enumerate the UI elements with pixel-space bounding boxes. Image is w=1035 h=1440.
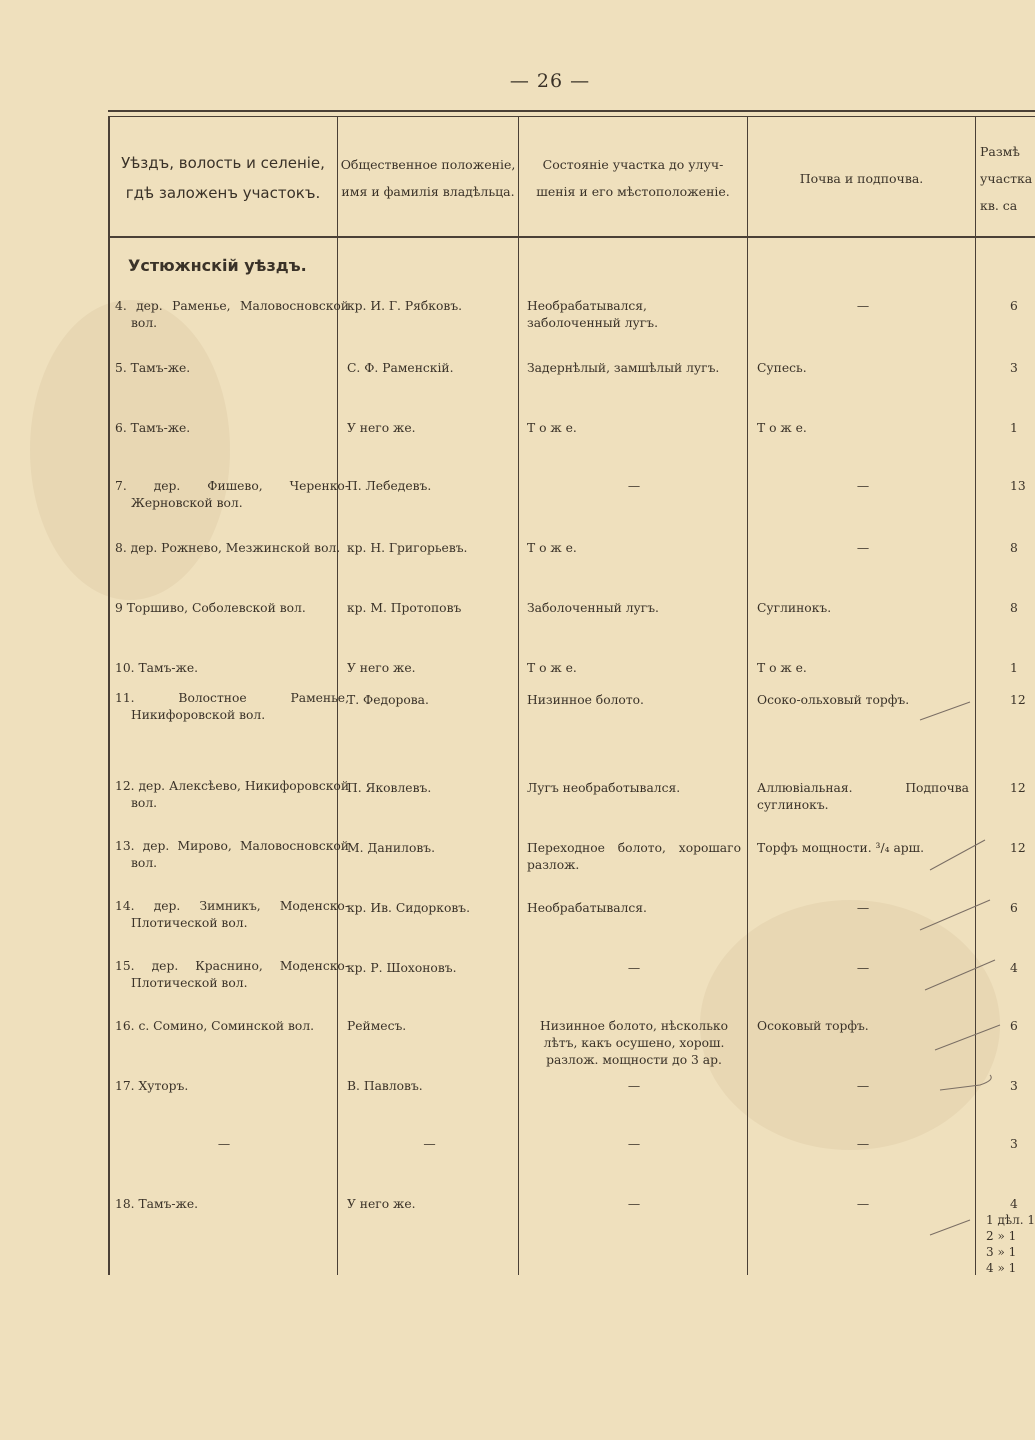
row-size: 13 xyxy=(1010,479,1026,493)
row-soil: — xyxy=(856,901,870,915)
row-owner: В. Павловъ. xyxy=(347,1079,423,1093)
table-top-rule-inner xyxy=(108,116,1035,117)
row-state: — xyxy=(627,1079,641,1093)
row-owner: кр. Н. Григорьевъ. xyxy=(347,541,468,555)
row-soil: — xyxy=(856,1137,870,1151)
row-place: — xyxy=(217,1137,231,1151)
table-top-rule xyxy=(108,110,1035,112)
row-soil: — xyxy=(856,1197,870,1211)
page-number: — 26 — xyxy=(509,70,591,92)
column-divider xyxy=(518,116,519,1275)
row-state: Лугъ необработывался. xyxy=(527,781,681,795)
header-place-line2: гдѣ заложенъ участокъ. xyxy=(125,184,321,202)
header-size-line3: кв. са xyxy=(980,197,1018,213)
header-size-line1: Размѣ xyxy=(980,143,1020,159)
row-state: Необрабатывался, заболоченный лугъ. xyxy=(527,299,658,330)
row-owner: Т. Федорова. xyxy=(347,693,429,707)
row-state: Необрабатывался. xyxy=(527,901,647,915)
row-soil: Осоковый торфъ. xyxy=(757,1019,869,1033)
footnote-line: 2 » 1 xyxy=(986,1229,1017,1243)
header-size-line2: участка xyxy=(980,170,1033,186)
row-soil: — xyxy=(856,479,870,493)
header-owner xyxy=(339,128,517,228)
row-place: 9 Торшиво, Соболевской вол. xyxy=(115,601,306,615)
row-owner: У него же. xyxy=(347,1197,416,1211)
row-size: 3 xyxy=(1010,1079,1018,1093)
header-owner-line2: имя и фамилія владѣльца. xyxy=(341,184,515,199)
row-size: 6 xyxy=(1010,1019,1018,1033)
row-owner: П. Лебедевъ. xyxy=(347,479,432,493)
row-size: 1 xyxy=(1010,661,1018,675)
header-state xyxy=(520,128,746,228)
header-state-line1: Состояніе участка до улуч- xyxy=(542,157,724,172)
row-owner: У него же. xyxy=(347,421,416,435)
row-soil: Торфъ мощности. ³/₄ арш. xyxy=(757,841,924,855)
row-state: Т о ж е. xyxy=(527,541,577,555)
row-owner: У него же. xyxy=(347,661,416,675)
footnote-line: 1 дѣл. 1 xyxy=(986,1213,1035,1227)
row-state: — xyxy=(627,479,641,493)
row-size: 12 xyxy=(1010,781,1026,795)
row-place: 15. дер. Краснино, Моденско-Плотической вол. xyxy=(115,959,349,990)
row-owner: кр. М. Протоповъ xyxy=(347,601,462,615)
header-place-line1: Уѣздъ, волость и селеніе, xyxy=(121,154,325,172)
row-size: 12 xyxy=(1010,841,1026,855)
row-place: 8. дер. Рожнево, Мезжинской вол. xyxy=(115,541,341,555)
row-owner: — xyxy=(423,1137,436,1151)
row-owner: кр. Р. Шохоновъ. xyxy=(347,961,457,975)
row-place: 18. Тамъ-же. xyxy=(115,1197,199,1211)
row-size: 1 xyxy=(1010,421,1018,435)
row-owner: Реймесъ. xyxy=(347,1019,407,1033)
row-size: 8 xyxy=(1010,601,1018,615)
row-state: Задернѣлый, замшѣлый лугъ. xyxy=(527,361,720,375)
header-soil xyxy=(749,128,974,228)
row-size: 6 xyxy=(1010,299,1018,313)
header-size xyxy=(980,128,1035,228)
row-state: — xyxy=(627,1137,641,1151)
row-place: 13. дер. Мирово, Маловосновской вол. xyxy=(115,839,349,870)
row-place: 17. Хуторъ. xyxy=(115,1079,189,1093)
footnote-line: 3 » 1 xyxy=(986,1245,1017,1259)
row-place: 10. Тамъ-же. xyxy=(115,661,199,675)
row-state: Низинное болото, нѣсколько лѣтъ, какъ осушено, хорош. разлож. мощности до 3 ар. xyxy=(539,1019,729,1067)
row-size: 8 xyxy=(1010,541,1018,555)
pencil-marks xyxy=(900,690,1035,1250)
row-size: 4 xyxy=(1010,1197,1018,1211)
row-size: 3 xyxy=(1010,1137,1018,1151)
row-owner: кр. И. Г. Рябковъ. xyxy=(347,299,463,313)
section-title: Устюжнскій уѣздъ. xyxy=(128,256,307,275)
row-soil: — xyxy=(856,541,870,555)
row-size: 6 xyxy=(1010,901,1018,915)
header-soil-label: Почва и подпочва. xyxy=(799,170,924,186)
row-place: 6. Тамъ-же. xyxy=(115,421,191,435)
row-soil: Т о ж е. xyxy=(757,661,807,675)
row-owner: кр. Ив. Сидорковъ. xyxy=(347,901,471,915)
row-soil: Аллювіальная. Подпочва суглинокъ. xyxy=(757,781,969,812)
row-soil: Т о ж е. xyxy=(757,421,807,435)
row-state: Т о ж е. xyxy=(527,421,577,435)
row-place: 12. дер. Алексѣево, Никифоровской вол. xyxy=(115,779,350,810)
row-place: 16. с. Сомино, Соминской вол. xyxy=(115,1019,315,1033)
row-place: 4. дер. Раменье, Маловосновской вол. xyxy=(115,299,349,330)
header-state-line2: шенія и его мѣстоположеніе. xyxy=(536,184,730,199)
row-place: 7. дер. Фишево, Черенко-Жерновской вол. xyxy=(115,479,349,510)
row-state: Низинное болото. xyxy=(527,693,644,707)
row-state: — xyxy=(627,961,641,975)
row-state: — xyxy=(627,1197,641,1211)
column-divider xyxy=(747,116,748,1275)
row-owner: С. Ф. Раменскій. xyxy=(347,361,454,375)
header-bottom-rule xyxy=(108,236,1035,238)
footnote-line: 4 » 1 xyxy=(986,1261,1017,1275)
row-soil: Суглинокъ. xyxy=(757,601,832,615)
row-soil: — xyxy=(856,1079,870,1093)
row-state: Переходное болото, хорошаго разлож. xyxy=(527,841,741,872)
row-owner: П. Яковлевъ. xyxy=(347,781,432,795)
row-owner: М. Даниловъ. xyxy=(347,841,435,855)
row-size: 3 xyxy=(1010,361,1018,375)
row-state: Т о ж е. xyxy=(527,661,577,675)
header-owner-line1: Общественное положеніе, xyxy=(340,157,516,172)
row-place: 11. Волостное Раменье, Никифоровской вол. xyxy=(115,691,349,722)
row-state: Заболоченный лугъ. xyxy=(527,601,659,615)
row-soil: — xyxy=(856,299,870,313)
row-soil: — xyxy=(856,961,870,975)
row-soil: Осоко-ольховый торфъ. xyxy=(757,693,910,707)
header-place xyxy=(110,128,336,228)
row-size: 12 xyxy=(1010,693,1026,707)
column-divider xyxy=(108,116,110,1275)
row-size: 4 xyxy=(1010,961,1018,975)
row-place: 14. дер. Зимникъ, Моденско-Плотической вол. xyxy=(115,899,349,930)
row-soil: Супесь. xyxy=(757,361,807,375)
row-place: 5. Тамъ-же. xyxy=(115,361,191,375)
